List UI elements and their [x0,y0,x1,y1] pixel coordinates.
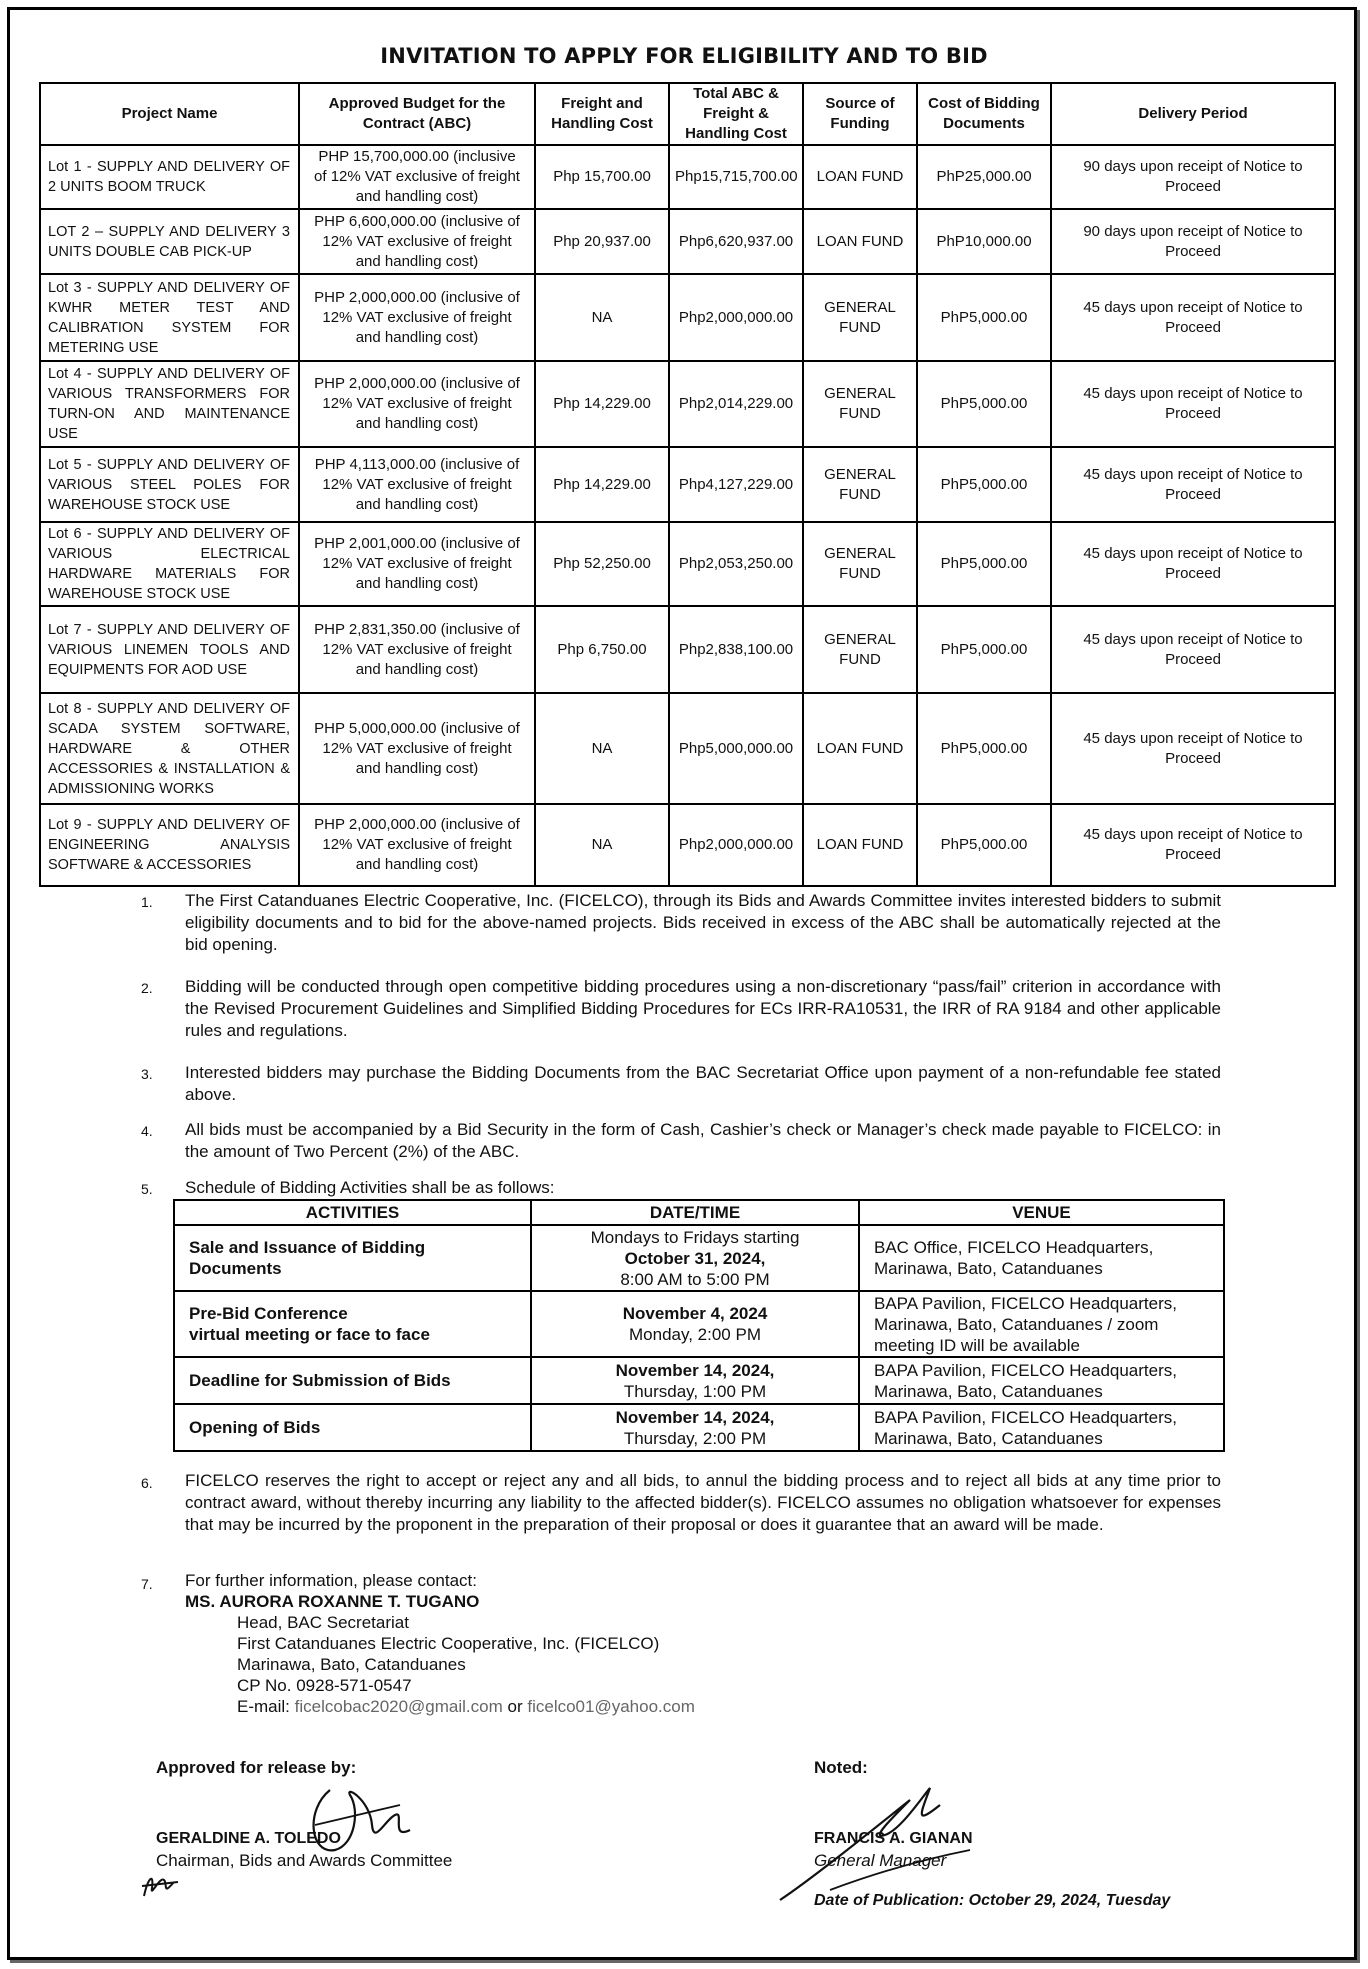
header-funding: Source of Funding [803,83,917,145]
lot-delivery: 45 days upon receipt of Notice to Proceed [1051,804,1335,886]
table-row [40,209,1335,274]
lot-delivery: 90 days upon receipt of Notice to Proceed [1051,145,1335,209]
lot-freight: Php 15,700.00 [535,145,669,209]
table-row [40,145,1335,209]
venue-line: Marinawa, Bato, Catanduanes [874,1381,1103,1401]
email-link-primary[interactable]: ficelcobac2020@gmail.com [294,1697,503,1716]
approved-label: Approved for release by: [156,1758,357,1777]
venue-line: Marinawa, Bato, Catanduanes [874,1259,1103,1278]
lot-total: Php2,000,000.00 [669,274,803,361]
lots-table [39,82,1336,887]
lot-freight: NA [535,274,669,361]
lot-doc-cost: PhP5,000.00 [917,361,1051,447]
table-row [174,1225,1224,1291]
date-line: Thursday, 2:00 PM [623,1428,767,1448]
lot-abc: PHP 6,600,000.00 (inclusive of 12% VAT exclusive of freight and handling cost) [299,209,535,274]
lot-total: Php4,127,229.00 [669,447,803,522]
activity-line: virtual meeting or face to face [189,1325,430,1344]
paragraph-number: 6. [141,1475,153,1491]
email-label: E-mail: [237,1697,290,1716]
paragraph-2: Bidding will be conducted through open competitive bidding procedures using a non-discretionary “pass/fail” criterion in accordance with the Revised Procurement Guidelines and Simplified Bidding Procedures for ECs IRR-RA10531, the IRR of RA 9184 and other applicable rules and regulations. [185,977,1221,1040]
approver-role: Chairman, Bids and Awards Committee [156,1851,453,1870]
lot-name: Lot 5 - SUPPLY AND DELIVERY OF VARIOUS STEEL POLES FOR WAREHOUSE STOCK USE [40,447,299,522]
activity-line: Opening of Bids [189,1418,321,1437]
venue-line: BAPA Pavilion, FICELCO Headquarters, [874,1360,1177,1380]
paragraph-3: Interested bidders may purchase the Bidding Documents from the BAC Secretariat Office upon payment of a non-refundable fee stated above. [185,1063,1221,1104]
header-delivery: Delivery Period [1051,83,1335,145]
paragraph-number: 2. [141,980,153,996]
venue-line: Marinawa, Bato, Catanduanes [874,1428,1103,1448]
date-line: Thursday, 1:00 PM [623,1381,767,1401]
lot-abc: PHP 5,000,000.00 (inclusive of 12% VAT exclusive of freight and handling cost) [299,693,535,804]
lot-doc-cost: PhP5,000.00 [917,606,1051,693]
lot-freight: Php 52,250.00 [535,522,669,606]
header-date-time: DATE/TIME [531,1200,859,1225]
lot-doc-cost: PhP25,000.00 [917,145,1051,209]
paragraph-number: 4. [141,1123,153,1139]
paragraph-number: 7. [141,1576,153,1592]
paragraph-1: The First Catanduanes Electric Cooperative, Inc. (FICELCO), through its Bids and Awards Committee invites interested bidders to submit eligibility documents and to bid for the above-named projects. Bids received in excess of the ABC shall be automatically rejected at the bid opening. [185,891,1221,954]
date-line: November 4, 2024 [622,1304,768,1323]
approver-name: GERALDINE A. TOLEDO [156,1830,341,1847]
lot-abc: PHP 4,113,000.00 (inclusive of 12% VAT exclusive of freight and handling cost) [299,447,535,522]
lot-freight: NA [535,804,669,886]
schedule-table [173,1199,1225,1452]
lot-funding: LOAN FUND [803,804,917,886]
table-row [40,522,1335,606]
lot-funding: GENERAL FUND [803,606,917,693]
venue-line: BAPA Pavilion, FICELCO Headquarters, [874,1293,1177,1313]
date-line: Mondays to Fridays starting [590,1227,800,1247]
lot-doc-cost: PhP5,000.00 [917,804,1051,886]
header-total: Total ABC & Freight & Handling Cost [669,83,803,145]
manager-name: FRANCIS A. GIANAN [814,1830,973,1847]
lot-abc: PHP 2,000,000.00 (inclusive of 12% VAT exclusive of freight and handling cost) [299,361,535,447]
email-link-secondary[interactable]: ficelco01@yahoo.com [527,1697,695,1716]
lot-delivery: 45 days upon receipt of Notice to Proceed [1051,522,1335,606]
lot-delivery: 45 days upon receipt of Notice to Proceed [1051,361,1335,447]
lot-total: Php2,014,229.00 [669,361,803,447]
publication-date: Date of Publication: October 29, 2024, Tuesday [814,1892,1171,1909]
contact-email-line [185,1696,695,1717]
lot-abc: PHP 2,001,000.00 (inclusive of 12% VAT exclusive of freight and handling cost) [299,522,535,606]
lot-funding: GENERAL FUND [803,274,917,361]
lot-abc: PHP 2,000,000.00 (inclusive of 12% VAT exclusive of freight and handling cost) [299,804,535,886]
lot-name: Lot 1 - SUPPLY AND DELIVERY OF 2 UNITS BOOM TRUCK [40,145,299,209]
activity-line: Pre-Bid Conference [189,1304,348,1323]
lot-abc: PHP 15,700,000.00 (inclusive of 12% VAT exclusive of freight and handling cost) [299,145,535,209]
initials-icon [140,1868,180,1902]
header-activities: ACTIVITIES [174,1200,531,1225]
lot-name: Lot 4 - SUPPLY AND DELIVERY OF VARIOUS TRANSFORMERS FOR TURN-ON AND MAINTENANCE USE [40,361,299,447]
lot-doc-cost: PhP5,000.00 [917,693,1051,804]
activity-line: Deadline for Submission of Bids [189,1371,451,1390]
lot-funding: GENERAL FUND [803,522,917,606]
contact-intro: For further information, please contact: [185,1571,477,1590]
date-line: November 14, 2024, [615,1360,775,1380]
contact-address: Marinawa, Bato, Catanduanes [237,1655,466,1674]
lot-name: LOT 2 – SUPPLY AND DELIVERY 3 UNITS DOUBLE CAB PICK-UP [40,209,299,274]
lot-funding: GENERAL FUND [803,447,917,522]
lot-name: Lot 3 - SUPPLY AND DELIVERY OF KWHR METER TEST AND CALIBRATION SYSTEM FOR METERING USE [40,274,299,361]
lot-doc-cost: PhP5,000.00 [917,274,1051,361]
lot-name: Lot 6 - SUPPLY AND DELIVERY OF VARIOUS ELECTRICAL HARDWARE MATERIALS FOR WAREHOUSE STOCK USE [40,522,299,606]
activity-line: Sale and Issuance of Bidding [189,1238,426,1257]
lot-total: Php2,838,100.00 [669,606,803,693]
venue-line: BAPA Pavilion, FICELCO Headquarters, [874,1407,1177,1427]
approver-signature-icon [300,1780,420,1860]
lots-table-header [40,83,1335,145]
paragraph-6: FICELCO reserves the right to accept or reject any and all bids, to annul the bidding process and to reject all bids at any time prior to contract award, without thereby incurring any liability to the affected bidder(s). FICELCO assumes no obligation whatsoever for expenses that may be incurred by the proponent in the preparation of their proposal or does it guarantee that an award will be made. [185,1471,1221,1534]
lot-doc-cost: PhP5,000.00 [917,447,1051,522]
lot-delivery: 45 days upon receipt of Notice to Proceed [1051,693,1335,804]
header-venue: VENUE [859,1200,1224,1225]
table-row [40,361,1335,447]
table-row [40,804,1335,886]
lot-total: Php15,715,700.00 [669,145,803,209]
lot-abc: PHP 2,831,350.00 (inclusive of 12% VAT exclusive of freight and handling cost) [299,606,535,693]
paragraph-number: 5. [141,1181,153,1197]
paragraph-number: 1. [141,894,153,910]
lot-name: Lot 7 - SUPPLY AND DELIVERY OF VARIOUS LINEMEN TOOLS AND EQUIPMENTS FOR AOD USE [40,606,299,693]
lot-name: Lot 8 - SUPPLY AND DELIVERY OF SCADA SYSTEM SOFTWARE, HARDWARE & OTHER ACCESSORIES & INSTALLATION & ADMISSIONING WORKS [40,693,299,804]
noted-label: Noted: [814,1758,868,1777]
venue-line: BAC Office, FICELCO Headquarters, [874,1238,1154,1257]
header-project-name: Project Name [40,83,299,145]
table-row [40,606,1335,693]
lot-funding: LOAN FUND [803,209,917,274]
table-row [174,1404,1224,1451]
lot-freight: NA [535,693,669,804]
header-doc-cost: Cost of Bidding Documents [917,83,1051,145]
lot-freight: Php 6,750.00 [535,606,669,693]
lot-funding: GENERAL FUND [803,361,917,447]
paragraph-number: 3. [141,1066,153,1082]
lot-freight: Php 20,937.00 [535,209,669,274]
table-row [40,693,1335,804]
date-line: October 31, 2024, [624,1248,766,1268]
contact-name: MS. AURORA ROXANNE T. TUGANO [185,1592,480,1611]
venue-line: Marinawa, Bato, Catanduanes / zoom [874,1314,1159,1334]
paragraph-4: All bids must be accompanied by a Bid Security in the form of Cash, Cashier’s check or Manager’s check made payable to FICELCO: in the amount of Two Percent (2%) of the ABC. [185,1120,1221,1161]
date-line: 8:00 AM to 5:00 PM [620,1269,770,1289]
venue-line: meeting ID will be available [874,1335,1080,1355]
lot-delivery: 45 days upon receipt of Notice to Proceed [1051,274,1335,361]
lot-freight: Php 14,229.00 [535,447,669,522]
lot-abc: PHP 2,000,000.00 (inclusive of 12% VAT exclusive of freight and handling cost) [299,274,535,361]
lot-name: Lot 9 - SUPPLY AND DELIVERY OF ENGINEERING ANALYSIS SOFTWARE & ACCESSORIES [40,804,299,886]
lot-funding: LOAN FUND [803,145,917,209]
document-title: INVITATION TO APPLY FOR ELIGIBILITY AND TO BID [380,44,988,68]
table-row [40,447,1335,522]
lot-delivery: 45 days upon receipt of Notice to Proceed [1051,447,1335,522]
date-line: November 14, 2024, [615,1407,775,1427]
lot-total: Php6,620,937.00 [669,209,803,274]
date-line: Monday, 2:00 PM [629,1325,761,1344]
table-row [40,274,1335,361]
manager-role: General Manager [814,1851,947,1870]
lot-total: Php5,000,000.00 [669,693,803,804]
table-row [174,1357,1224,1404]
lot-doc-cost: PhP10,000.00 [917,209,1051,274]
lot-total: Php2,053,250.00 [669,522,803,606]
email-or: or [507,1697,523,1716]
lot-delivery: 90 days upon receipt of Notice to Proceed [1051,209,1335,274]
table-row [174,1291,1224,1357]
contact-position: Head, BAC Secretariat [237,1613,409,1632]
contact-org: First Catanduanes Electric Cooperative, Inc. (FICELCO) [237,1634,660,1653]
schedule-header [174,1200,1224,1225]
activity-line: Documents [189,1259,282,1278]
lot-delivery: 45 days upon receipt of Notice to Proceed [1051,606,1335,693]
lot-total: Php2,000,000.00 [669,804,803,886]
contact-block [185,1570,695,1717]
contact-phone: CP No. 0928-571-0547 [237,1676,412,1695]
lot-freight: Php 14,229.00 [535,361,669,447]
header-freight: Freight and Handling Cost [535,83,669,145]
lot-funding: LOAN FUND [803,693,917,804]
header-abc: Approved Budget for the Contract (ABC) [299,83,535,145]
paragraph-5: Schedule of Bidding Activities shall be as follows: [185,1178,555,1197]
lot-doc-cost: PhP5,000.00 [917,522,1051,606]
